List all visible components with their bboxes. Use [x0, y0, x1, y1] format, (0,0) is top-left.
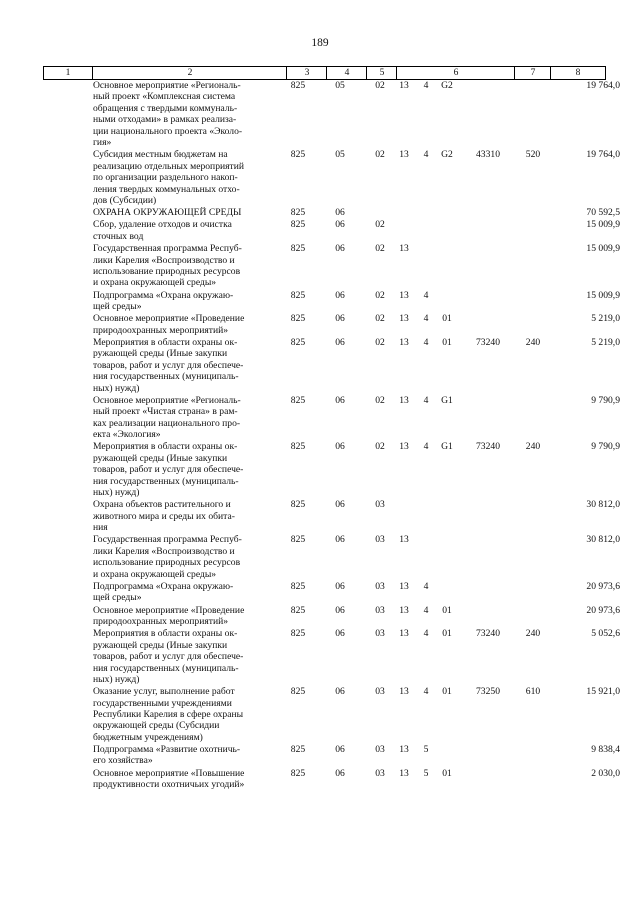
row-amount: 20 973,6	[586, 580, 620, 592]
row-direction-code: 73240	[476, 628, 500, 640]
row-subprogram-code: 5	[423, 767, 429, 779]
row-section-code: 06	[335, 313, 345, 325]
row-ved-code: 825	[290, 80, 306, 91]
table-row	[43, 604, 620, 629]
row-subprogram-code: 4	[423, 337, 429, 349]
row-section-code: 06	[335, 628, 345, 640]
table-row	[43, 441, 620, 499]
row-program-code: 13	[399, 744, 409, 756]
row-expense-type: 240	[525, 337, 541, 349]
row-subprogram-code: 4	[423, 313, 429, 325]
row-name: Оказание услуг, выполнение работ государственными учреждениями Республики Карелия в сфере охраны окружающей среды (Субсидии бюджетным учреждениям)	[93, 686, 244, 743]
row-ved-code: 825	[290, 580, 306, 592]
row-amount: 9 790,9	[591, 441, 620, 453]
row-ved-code: 825	[290, 394, 306, 406]
row-program-code: 13	[399, 313, 409, 325]
row-name: Сбор, удаление отходов и очистка сточных вод	[93, 219, 232, 242]
row-subprogram-code: 4	[423, 289, 429, 301]
table-row	[43, 580, 620, 605]
row-subsection-code: 02	[375, 337, 385, 349]
row-name: Государственная программа Респуб- лики Карелия «Воспроизводство и использование природных ресурсов и охрана окружающей среды»	[93, 243, 242, 289]
row-ved-code: 825	[290, 534, 306, 546]
row-measure-code: G1	[441, 441, 453, 453]
row-program-code: 13	[399, 394, 409, 406]
header-col-7: 7	[514, 67, 551, 79]
table-row	[43, 767, 620, 792]
row-name: Мероприятия в области охраны ок- ружающей среды (Иные закупки товаров, работ и услуг для обеспече- ния государственных (муниципаль- ных) нужд)	[93, 337, 244, 394]
row-section-code: 06	[335, 499, 345, 511]
row-section-code: 06	[335, 744, 345, 756]
row-subsection-code: 03	[375, 604, 385, 616]
row-ved-code: 825	[290, 628, 306, 640]
row-section-code: 06	[335, 337, 345, 349]
row-measure-code: 01	[442, 686, 452, 698]
header-col-5: 5	[366, 67, 397, 79]
row-subsection-code: 03	[375, 767, 385, 779]
row-name: Подпрограмма «Охрана окружаю- щей среды»	[93, 580, 234, 604]
row-program-code: 13	[399, 686, 409, 698]
row-section-code: 05	[335, 80, 345, 91]
row-subprogram-code: 4	[423, 604, 429, 616]
row-section-code: 06	[335, 207, 345, 219]
row-ved-code: 825	[290, 207, 306, 219]
row-name: Мероприятия в области охраны ок- ружающей среды (Иные закупки товаров, работ и услуг для обеспече- ния государственных (муниципаль- ных) нужд)	[93, 441, 244, 499]
row-amount: 30 812,0	[586, 534, 620, 546]
header-col-2: 2	[92, 67, 287, 79]
row-measure-code: 01	[442, 337, 452, 349]
row-subsection-code: 02	[375, 243, 385, 255]
row-name: Основное мероприятие «Проведение природоохранных мероприятий»	[93, 313, 245, 336]
table-row	[43, 628, 620, 686]
row-subsection-code: 02	[375, 313, 385, 325]
row-direction-code: 73250	[476, 686, 500, 698]
row-name: Основное мероприятие «Региональ- ный проект «Чистая страна» в рам- ках реализации национального про- екта «Экология»	[93, 394, 241, 441]
row-ved-code: 825	[290, 337, 306, 349]
row-name: Основное мероприятие «Региональ- ный проект «Комплексная система обращения с твердыми коммуналь- ными отходами» в рамках реализа- ции национального проекта «Эколо- гия»	[93, 80, 243, 149]
row-amount: 19 764,0	[586, 80, 620, 91]
row-ved-code: 825	[290, 767, 306, 779]
row-subsection-code: 03	[375, 499, 385, 511]
row-expense-type: 240	[525, 628, 541, 640]
row-ved-code: 825	[290, 219, 306, 231]
row-direction-code: 73240	[476, 441, 500, 453]
table-row	[43, 313, 620, 337]
header-col-8: 8	[550, 67, 605, 79]
row-ved-code: 825	[290, 313, 306, 325]
row-subsection-code: 02	[375, 289, 385, 301]
row-amount: 9 838,4	[591, 744, 620, 756]
row-name: Субсидия местным бюджетам на реализацию отдельных мероприятий по организации раздельного накоп- ления твердых коммунальных отхо- дов (Субсидии)	[93, 149, 244, 206]
row-subprogram-code: 4	[423, 149, 429, 161]
row-program-code: 13	[399, 441, 409, 453]
row-section-code: 06	[335, 604, 345, 616]
row-program-code: 13	[399, 580, 409, 592]
row-ved-code: 825	[290, 289, 306, 301]
header-col-3: 3	[286, 67, 327, 79]
row-program-code: 13	[399, 80, 409, 91]
row-name: Основное мероприятие «Повышение продуктивности охотничьих угодий»	[93, 767, 245, 791]
row-name: Основное мероприятие «Проведение природоохранных мероприятий»	[93, 604, 245, 628]
row-subsection-code: 03	[375, 628, 385, 640]
row-direction-code: 73240	[476, 337, 500, 349]
table-row	[43, 534, 620, 581]
row-subsection-code: 02	[375, 441, 385, 453]
row-program-code: 13	[399, 149, 409, 161]
row-section-code: 05	[335, 149, 345, 161]
row-ved-code: 825	[290, 441, 306, 453]
row-amount: 70 592,5	[586, 207, 620, 219]
table-row	[43, 80, 620, 149]
row-amount: 5 219,0	[591, 337, 620, 349]
row-section-code: 06	[335, 767, 345, 779]
row-expense-type: 610	[525, 686, 541, 698]
row-program-code: 13	[399, 243, 409, 255]
row-subprogram-code: 5	[423, 744, 429, 756]
row-section-code: 06	[335, 243, 345, 255]
row-subsection-code: 02	[375, 219, 385, 231]
row-amount: 20 973,6	[586, 604, 620, 616]
row-ved-code: 825	[290, 499, 306, 511]
row-subsection-code: 02	[375, 149, 385, 161]
row-ved-code: 825	[290, 243, 306, 255]
row-program-code: 13	[399, 289, 409, 301]
header-col-1: 1	[65, 68, 71, 78]
row-amount: 19 764,0	[586, 149, 620, 161]
row-subprogram-code: 4	[423, 80, 429, 91]
header-col-6: 6	[396, 67, 515, 79]
table-row	[43, 394, 620, 442]
row-name: ОХРАНА ОКРУЖАЮЩЕЙ СРЕДЫ	[93, 207, 242, 219]
row-measure-code: 01	[442, 628, 452, 640]
row-measure-code: 01	[442, 604, 452, 616]
row-name: Подпрограмма «Развитие охотничь- его хозяйства»	[93, 744, 241, 767]
table-row	[43, 219, 620, 243]
row-section-code: 06	[335, 534, 345, 546]
row-ved-code: 825	[290, 149, 306, 161]
row-amount: 15 921,0	[586, 686, 620, 698]
row-subprogram-code: 4	[423, 628, 429, 640]
row-measure-code: 01	[442, 313, 452, 325]
table-row	[43, 337, 620, 395]
table-row	[43, 686, 620, 744]
row-subsection-code: 03	[375, 534, 385, 546]
row-subprogram-code: 4	[423, 580, 429, 592]
table-row	[43, 243, 620, 290]
row-section-code: 06	[335, 686, 345, 698]
row-program-code: 13	[399, 337, 409, 349]
row-subprogram-code: 4	[423, 394, 429, 406]
row-amount: 30 812,0	[586, 499, 620, 511]
table-row	[43, 499, 620, 534]
row-subprogram-code: 4	[423, 686, 429, 698]
table-body	[43, 80, 620, 791]
row-subsection-code: 02	[375, 394, 385, 406]
row-section-code: 06	[335, 441, 345, 453]
row-section-code: 06	[335, 289, 345, 301]
row-program-code: 13	[399, 628, 409, 640]
row-amount: 5 219,0	[591, 313, 620, 325]
row-program-code: 13	[399, 534, 409, 546]
header-col-4: 4	[326, 67, 367, 79]
row-name: Подпрограмма «Охрана окружаю- щей среды»	[93, 289, 234, 313]
row-expense-type: 520	[525, 149, 541, 161]
row-amount: 15 009,9	[586, 219, 620, 231]
row-name: Государственная программа Респуб- лики Карелия «Воспроизводство и использование природных ресурсов и охрана окружающей среды»	[93, 534, 242, 580]
row-ved-code: 825	[290, 686, 306, 698]
row-program-code: 13	[399, 604, 409, 616]
row-amount: 15 009,9	[586, 243, 620, 255]
row-subsection-code: 03	[375, 744, 385, 756]
row-measure-code: G2	[441, 149, 453, 161]
row-amount: 2 030,0	[591, 767, 620, 779]
row-expense-type: 240	[525, 441, 541, 453]
row-name: Мероприятия в области охраны ок- ружающей среды (Иные закупки товаров, работ и услуг для обеспече- ния государственных (муниципаль- ных) нужд)	[93, 628, 244, 685]
row-subsection-code: 02	[375, 80, 385, 91]
row-program-code: 13	[399, 767, 409, 779]
row-amount: 9 790,9	[591, 394, 620, 406]
row-ved-code: 825	[290, 744, 306, 756]
table-row	[43, 744, 620, 768]
table-header	[43, 66, 606, 80]
row-amount: 15 009,9	[586, 289, 620, 301]
page-number: 189	[311, 37, 329, 49]
row-measure-code: G2	[441, 80, 453, 91]
row-amount: 5 052,6	[591, 628, 620, 640]
table-row	[43, 289, 620, 314]
row-subsection-code: 03	[375, 580, 385, 592]
table-row	[43, 149, 620, 207]
row-direction-code: 43310	[476, 149, 500, 161]
row-measure-code: 01	[442, 767, 452, 779]
row-section-code: 06	[335, 580, 345, 592]
row-name: Охрана объектов растительного и животного мира и среды их обита- ния	[93, 499, 235, 534]
table-row	[43, 207, 620, 219]
row-ved-code: 825	[290, 604, 306, 616]
row-subsection-code: 03	[375, 686, 385, 698]
row-subprogram-code: 4	[423, 441, 429, 453]
row-section-code: 06	[335, 394, 345, 406]
row-section-code: 06	[335, 219, 345, 231]
row-measure-code: G1	[441, 394, 453, 406]
